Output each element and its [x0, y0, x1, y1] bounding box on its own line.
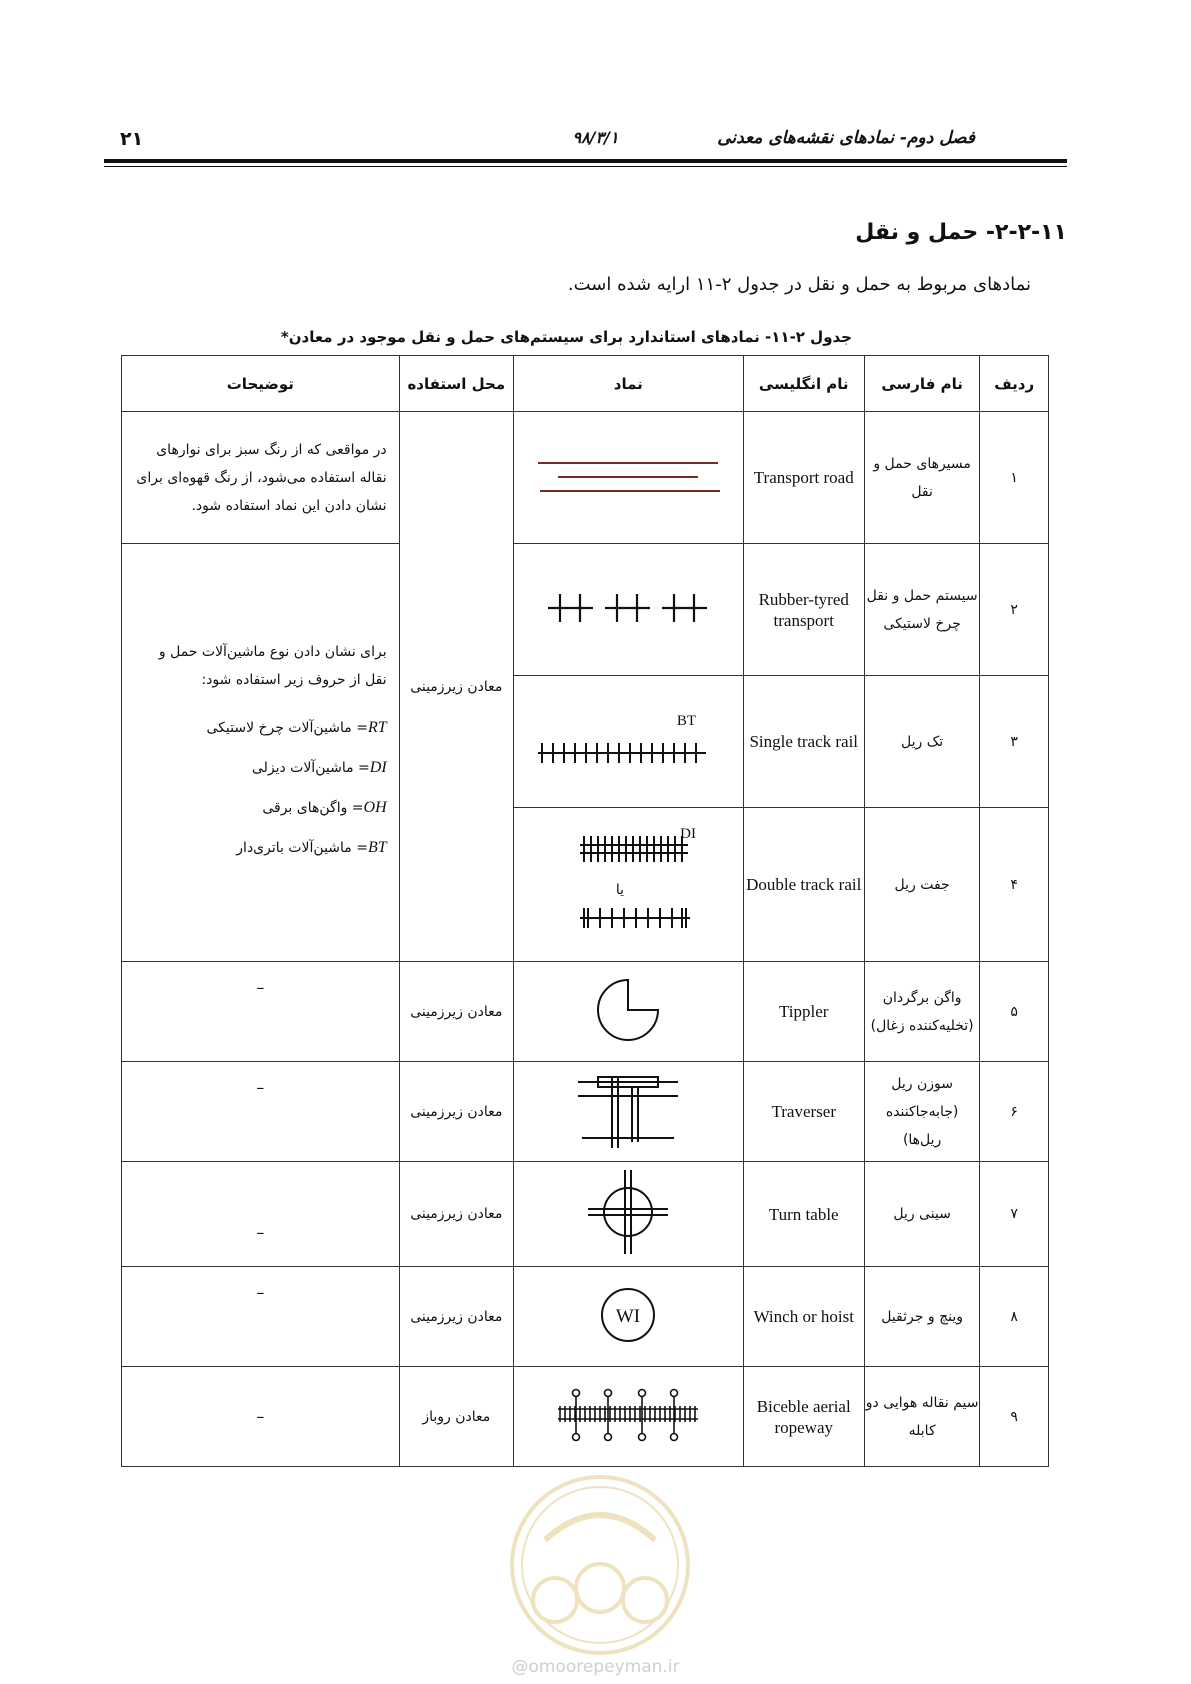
english-name: Single track rail: [743, 676, 864, 808]
code-letter: BT: [367, 838, 387, 856]
english-name: Transport road: [743, 412, 864, 544]
col-header-use: محل استفاده: [399, 356, 513, 412]
place-of-use: معادن زیرزمینی: [399, 1162, 513, 1267]
persian-name: سینی ریل: [864, 1162, 979, 1267]
header-rule-thin: [104, 166, 1067, 167]
persian-name: واگن برگردان (تخلیه‌کننده زغال): [864, 962, 979, 1062]
tippler-icon: [578, 970, 678, 1050]
place-of-use: معادن زیرزمینی: [399, 1267, 513, 1367]
traverser-icon: [568, 1070, 688, 1150]
symbol-cell: [513, 962, 743, 1062]
english-name: Double track rail: [743, 808, 864, 962]
row-number: ۷: [980, 1162, 1049, 1267]
row-number: ۸: [980, 1267, 1049, 1367]
col-header-english: نام انگلیسی: [743, 356, 864, 412]
code-line: [134, 828, 387, 868]
english-name: Biceble aerial ropeway: [743, 1367, 864, 1467]
code-text: = ماشین‌آلات باتری‌دار: [236, 839, 368, 856]
row-number: ۲: [980, 544, 1049, 676]
watermark-logo: [505, 1470, 695, 1660]
description-intro: برای نشان دادن نوع ماشین‌آلات حمل و نقل از حروف زیر استفاده شود:: [158, 643, 387, 688]
persian-name: جفت ریل: [864, 808, 979, 962]
double-track-icon: [528, 818, 728, 948]
persian-name: تک ریل: [864, 676, 979, 808]
header-rule-thick: [104, 159, 1067, 163]
chapter-title: فصل دوم- نمادهای نقشه‌های معدنی: [717, 128, 975, 148]
code-line: [134, 748, 387, 788]
col-header-persian: نام فارسی: [864, 356, 979, 412]
table-header-row: [122, 356, 1049, 412]
ropeway-icon: [548, 1385, 708, 1445]
code-line: [134, 788, 387, 828]
description: –: [122, 1062, 400, 1162]
rubber-tyred-icon: [538, 588, 718, 628]
row-number: ۱: [980, 412, 1049, 544]
place-of-use: معادن زیرزمینی: [399, 1062, 513, 1162]
persian-name: سیم نقاله هوایی دو کابله: [864, 1367, 979, 1467]
description: –: [122, 962, 400, 1062]
description-row1: در مواقعی که از رنگ سبز برای نوارهای نقاله استفاده می‌شود، از رنگ قهوه‌ای برای نشان دادن این نماد استفاده شود.: [122, 412, 400, 544]
code-letter: OH: [363, 798, 387, 816]
table-row: [122, 1062, 1049, 1162]
symbols-table: [121, 355, 1049, 1467]
single-track-icon: [528, 705, 728, 775]
code-line: [134, 708, 387, 748]
code-letter: RT: [367, 718, 387, 736]
row-number: ۳: [980, 676, 1049, 808]
persian-name: سیستم حمل و نقل چرخ لاستیکی: [864, 544, 979, 676]
symbol-label: DI: [680, 825, 697, 842]
code-text: = واگن‌های برقی: [262, 799, 364, 816]
symbol-cell: [513, 1267, 743, 1367]
english-name: Winch or hoist: [743, 1267, 864, 1367]
code-text: = ماشین‌آلات دیزلی: [251, 759, 370, 776]
symbol-cell: [513, 1162, 743, 1267]
page-number: ۲۱: [120, 128, 144, 150]
table-row: [122, 962, 1049, 1062]
place-of-use: معادن زیرزمینی: [399, 962, 513, 1062]
row-number: ۴: [980, 808, 1049, 962]
table-row: [122, 544, 1049, 676]
description-rows2-4: [122, 544, 400, 962]
table-row: [122, 1267, 1049, 1367]
three-parallel-lines-icon: [528, 451, 728, 501]
symbol-cell: [513, 808, 743, 962]
code-text: = ماشین‌آلات چرخ لاستیکی: [206, 719, 368, 736]
code-letter: DI: [369, 758, 387, 776]
header-date: ۹۸/۳/۱: [572, 128, 619, 147]
symbol-label: WI: [616, 1305, 641, 1327]
table-row: [122, 412, 1049, 544]
description: –: [122, 1367, 400, 1467]
english-name: Rubber-tyred transport: [743, 544, 864, 676]
row-number: ۹: [980, 1367, 1049, 1467]
symbol-or: یا: [616, 881, 625, 898]
symbol-cell: [513, 1062, 743, 1162]
persian-name: مسیرهای حمل و نقل: [864, 412, 979, 544]
table-row: [122, 1367, 1049, 1467]
description: –: [122, 1267, 400, 1367]
symbol-label: BT: [677, 712, 697, 729]
symbol-cell: [513, 1367, 743, 1467]
col-header-row: ردیف: [980, 356, 1049, 412]
row-number: ۶: [980, 1062, 1049, 1162]
persian-name: سوزن ریل (جابه‌جاکننده ریل‌ها): [864, 1062, 979, 1162]
col-header-description: توضیحات: [122, 356, 400, 412]
section-heading: ۲-۲-۱۱- حمل و نقل: [855, 220, 1067, 245]
turn-table-icon: [578, 1164, 678, 1260]
col-header-symbol: نماد: [513, 356, 743, 412]
symbol-cell: [513, 544, 743, 676]
table-caption: جدول ۲-۱۱- نمادهای استاندارد برای سیستم‌های حمل و نقل موجود در معادن*: [280, 328, 852, 346]
symbol-cell: [513, 412, 743, 544]
place-of-use-merged: معادن زیرزمینی: [399, 412, 513, 962]
description: –: [122, 1162, 400, 1267]
watermark-url: @omoorepeyman.ir: [511, 1657, 680, 1677]
winch-icon: [593, 1280, 663, 1350]
english-name: Turn table: [743, 1162, 864, 1267]
row-number: ۵: [980, 962, 1049, 1062]
place-of-use: معادن روباز: [399, 1367, 513, 1467]
english-name: Traverser: [743, 1062, 864, 1162]
persian-name: وینچ و جرثقیل: [864, 1267, 979, 1367]
english-name: Tippler: [743, 962, 864, 1062]
table-row: [122, 1162, 1049, 1267]
symbol-cell: [513, 676, 743, 808]
section-intro: نمادهای مربوط به حمل و نقل در جدول ۲-۱۱ ارایه شده است.: [567, 274, 1031, 295]
